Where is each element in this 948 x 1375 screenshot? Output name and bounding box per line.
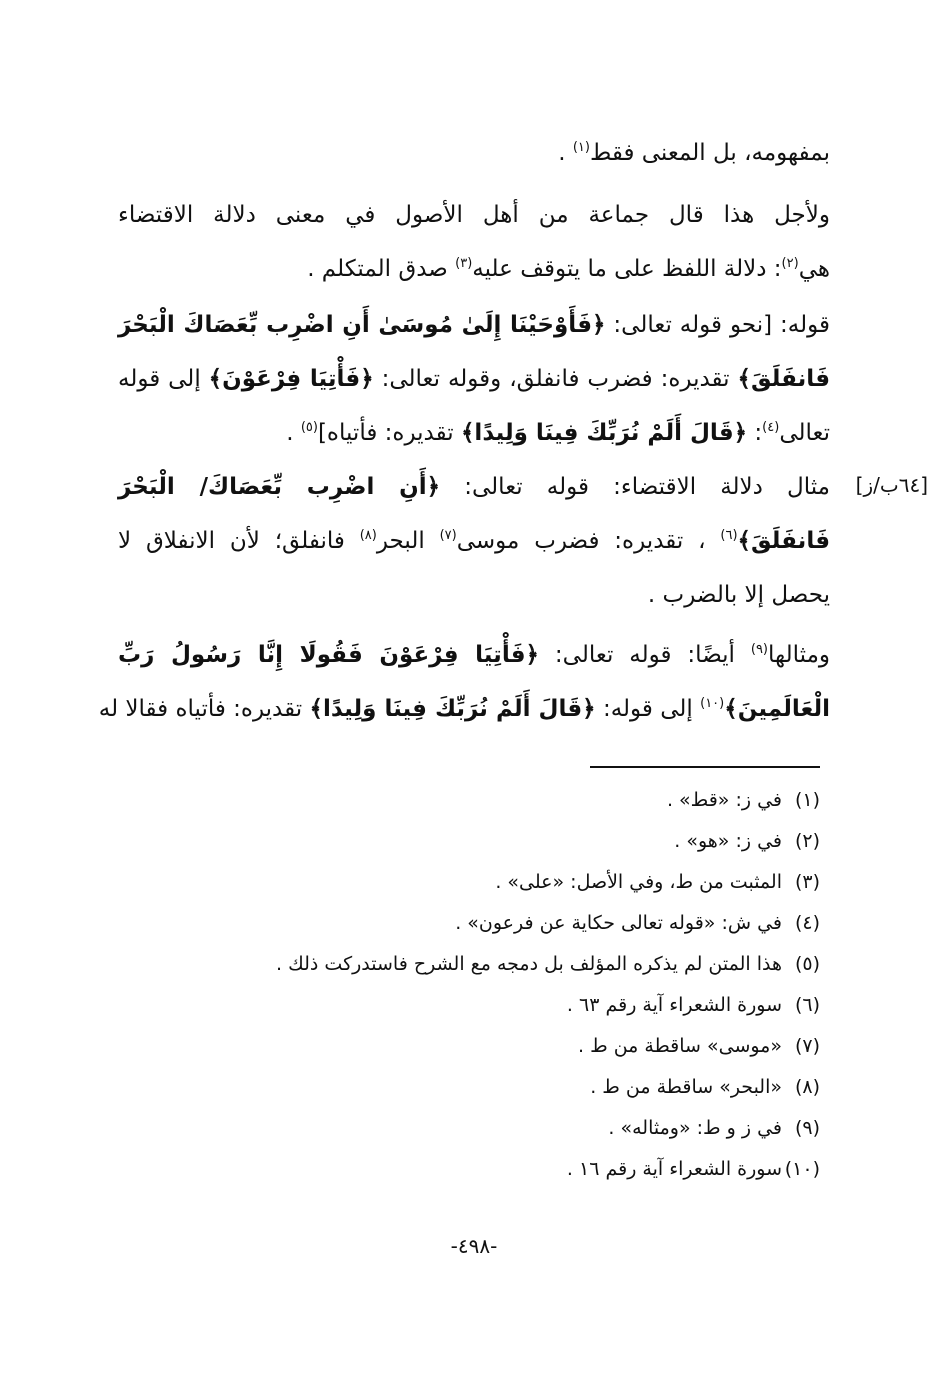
footnote-number: (٩) bbox=[794, 1117, 820, 1139]
footnote-ref: (٢) bbox=[781, 256, 799, 271]
footnote-separator bbox=[590, 766, 820, 768]
footnote-ref: (٦) bbox=[720, 528, 738, 543]
footnote-number: (٦) bbox=[794, 994, 820, 1016]
footnote-ref: (٣) bbox=[455, 256, 473, 271]
footnote-number: (١) bbox=[794, 789, 820, 811]
body-text: . bbox=[286, 420, 301, 446]
quran-quote: ﴿فَأَوْحَيْنَا إِلَىٰ مُوسَىٰ أَنِ اضْرِب بِّعَصَاكَ الْبَحْرَ bbox=[118, 312, 606, 338]
quran-quote: ﴿قَالَ أَلَمْ نُرَبِّكَ فِينَا وَلِيدًا﴾ bbox=[460, 420, 748, 446]
body-text: مثال دلالة الاقتضاء: قوله تعالى: bbox=[440, 474, 830, 500]
body-text: ومثالها bbox=[768, 642, 830, 668]
footnote-number: (٣) bbox=[794, 871, 820, 893]
footnote-text: المثبت من ط، وفي الأصل: «على» . bbox=[495, 871, 782, 893]
footnote-text: هذا المتن لم يذكره المؤلف بل دمجه مع الشرح فاستدركت ذلك . bbox=[276, 953, 782, 975]
body-line-9 bbox=[118, 572, 830, 618]
body-line-8 bbox=[118, 518, 830, 564]
body-text: ولأجل هذا قال جماعة من أهل الأصول في معنى دلالة الاقتضاء bbox=[118, 202, 830, 228]
footnote-ref: (٥) bbox=[300, 420, 318, 435]
footnote-number: (٤) bbox=[794, 912, 820, 934]
body-text: يحصل إلا بالضرب . bbox=[647, 582, 830, 608]
body-text: فانفلق؛ لأن الانفلاق لا bbox=[118, 528, 360, 554]
footnote-text: «موسى» ساقطة من ط . bbox=[578, 1035, 782, 1057]
footnote-text: في ز: «قط» . bbox=[666, 789, 782, 811]
body-text: تقديره: فأتياه] bbox=[317, 420, 461, 446]
footnote-text: سورة الشعراء آية رقم ١٦ . bbox=[566, 1158, 782, 1180]
body-text: بمفهومه، بل المعنى فقط bbox=[589, 140, 830, 166]
body-text: : bbox=[747, 420, 763, 446]
footnote bbox=[120, 944, 820, 984]
body-text: تعالى bbox=[779, 420, 830, 446]
body-line-10 bbox=[118, 632, 830, 678]
footnote bbox=[120, 1149, 820, 1189]
quran-quote: ﴿أَنِ اضْرِب بِّعَصَاكَ/ الْبَحْرَ bbox=[118, 474, 441, 500]
body-line-4 bbox=[118, 302, 830, 348]
footnote-ref: (٨) bbox=[359, 528, 377, 543]
footnote-text: «البحر» ساقطة من ط . bbox=[590, 1076, 782, 1098]
footnote-ref: (٤) bbox=[762, 420, 780, 435]
footnote bbox=[120, 862, 820, 902]
footnote-ref: (٩) bbox=[750, 642, 768, 657]
quran-quote: ﴿فَأْتِيَا فِرْعَوْنَ فَقُولَا إِنَّا رَسُولُ رَبِّ bbox=[118, 642, 539, 668]
quran-quote: الْعَالَمِينَ﴾ bbox=[724, 696, 830, 722]
body-text: ، تقديره: فضرب موسى bbox=[456, 528, 721, 554]
footnote-text: في ز: «هو» . bbox=[674, 830, 782, 852]
body-line-7 bbox=[118, 464, 830, 510]
body-text: . bbox=[558, 140, 573, 166]
footnote-text: في ز و ط: «ومثاله» . bbox=[608, 1117, 782, 1139]
body-text: أيضًا: قوله تعالى: bbox=[539, 642, 751, 668]
footnote bbox=[120, 1108, 820, 1148]
quran-quote: فَانفَلَقَ﴾ bbox=[737, 366, 830, 392]
margin-folio-note: [٦٤ب/ز] bbox=[855, 473, 928, 497]
footnote bbox=[120, 1067, 820, 1107]
body-text: البحر bbox=[376, 528, 440, 554]
footnote-number: (٨) bbox=[794, 1076, 820, 1098]
footnote-number: (٥) bbox=[794, 953, 820, 975]
body-line-11 bbox=[98, 686, 830, 732]
footnote bbox=[120, 821, 820, 861]
footnote-ref: (٧) bbox=[439, 528, 457, 543]
footnote-ref: (١) bbox=[572, 140, 590, 155]
body-line-2 bbox=[118, 192, 830, 238]
body-line-5 bbox=[118, 356, 830, 402]
body-line-6 bbox=[118, 410, 830, 456]
body-text: هي bbox=[798, 256, 830, 282]
body-text: إلى قوله bbox=[118, 366, 209, 392]
footnote-number: (٧) bbox=[794, 1035, 820, 1057]
footnote bbox=[120, 985, 820, 1025]
body-text: : دلالة اللفظ على ما يتوقف عليه bbox=[472, 256, 782, 282]
body-line-1 bbox=[118, 130, 830, 176]
body-text: تقديره: فأتياه فقالا له bbox=[98, 696, 310, 722]
quran-quote: ﴿فَأْتِيَا فِرْعَوْنَ﴾ bbox=[208, 366, 374, 392]
footnote bbox=[120, 903, 820, 943]
footnote-text: سورة الشعراء آية رقم ٦٣ . bbox=[566, 994, 782, 1016]
page-number: -٤٩٨- bbox=[450, 1234, 498, 1258]
footnote-ref: (١٠) bbox=[700, 696, 725, 711]
body-text: صدق المتكلم . bbox=[307, 256, 456, 282]
quran-quote: فَانفَلَقَ﴾ bbox=[737, 528, 831, 554]
body-text: قوله: [نحو قوله تعالى: bbox=[605, 312, 830, 338]
body-line-3 bbox=[118, 246, 830, 292]
footnote-number: (٢) bbox=[794, 830, 820, 852]
footnote bbox=[120, 1026, 820, 1066]
body-text: تقديره: فضرب فانفلق، وقوله تعالى: bbox=[373, 366, 738, 392]
quran-quote: ﴿قَالَ أَلَمْ نُرَبِّكَ فِينَا وَلِيدًا﴾ bbox=[309, 696, 596, 722]
footnote-text: في ش: «قوله تعالى حكاية عن فرعون» . bbox=[455, 912, 782, 934]
body-text: إلى قوله: bbox=[595, 696, 701, 722]
footnote-number: (١٠) bbox=[784, 1158, 820, 1180]
footnote bbox=[120, 780, 820, 820]
